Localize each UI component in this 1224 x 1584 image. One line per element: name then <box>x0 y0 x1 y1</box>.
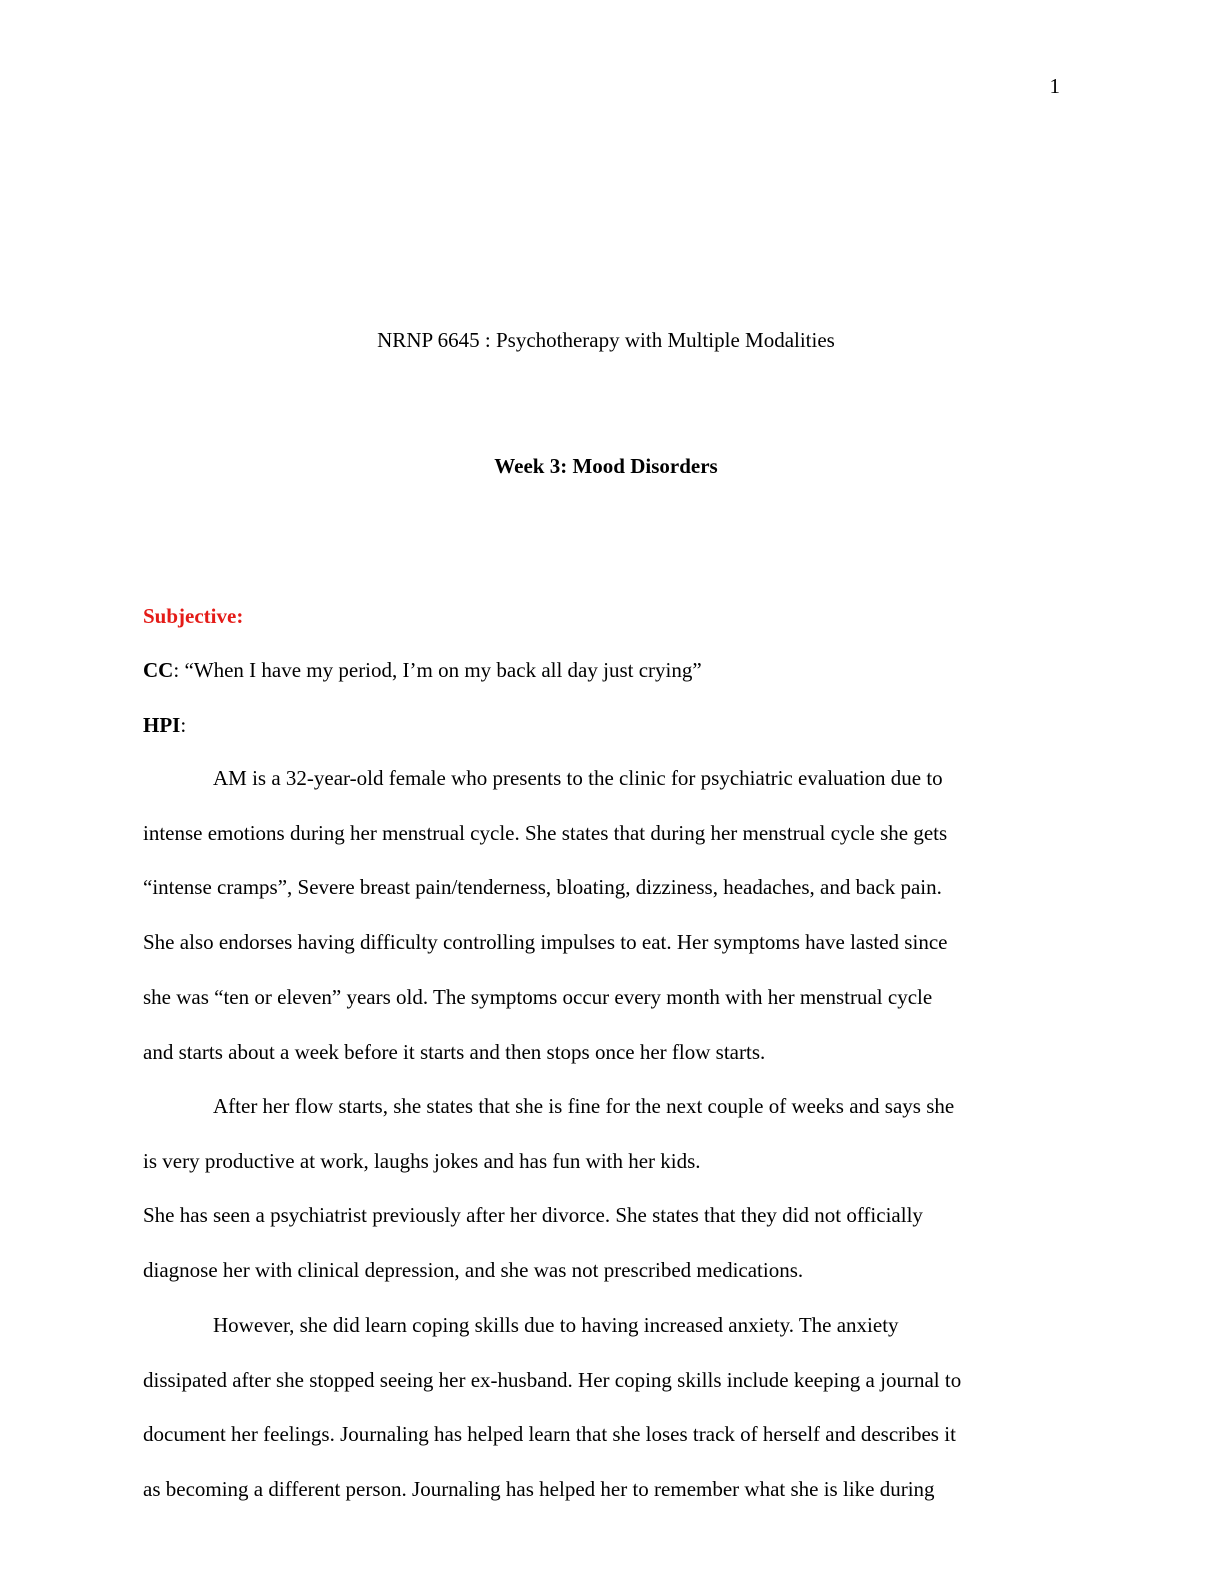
paragraph-line: dissipated after she stopped seeing her ex-husband. Her coping skills include keeping a journal to <box>143 1367 962 1392</box>
hpi-paragraph-1 <box>143 751 1078 1079</box>
hpi-paragraph-2 <box>143 1079 1078 1188</box>
hpi-paragraph-4 <box>143 1298 1078 1517</box>
cc-label: CC <box>143 658 174 682</box>
paragraph-line: She also endorses having difficulty controlling impulses to eat. Her symptoms have lasted since <box>143 930 948 955</box>
paragraph-line: diagnose her with clinical depression, and she was not prescribed medications. <box>143 1257 804 1282</box>
paragraph-line: AM is a 32-year-old female who presents to the clinic for psychiatric evaluation due to <box>213 766 943 790</box>
paragraph-line: she was “ten or eleven” years old. The symptoms occur every month with her menstrual cycle <box>143 984 933 1009</box>
paragraph-line: “intense cramps”, Severe breast pain/tenderness, bloating, dizziness, headaches, and back pain. <box>143 875 942 900</box>
cc-text: “When I have my period, I’m on my back all day just crying” <box>179 658 702 682</box>
hpi-separator: : <box>180 713 187 737</box>
subjective-heading: Subjective: <box>143 604 244 628</box>
paragraph-line: as becoming a different person. Journaling has helped her to remember what she is like during <box>143 1477 935 1502</box>
paragraph-line: However, she did learn coping skills due to having increased anxiety. The anxiety <box>213 1313 899 1337</box>
paragraph-line: is very productive at work, laughs jokes and has fun with her kids. <box>143 1148 701 1173</box>
page-number: 1 <box>1049 74 1060 98</box>
week-title: Week 3: Mood Disorders <box>494 454 718 478</box>
course-title: NRNP 6645 : Psychotherapy with Multiple Modalities <box>377 328 835 352</box>
paragraph-line: She has seen a psychiatrist previously after her divorce. She states that they did not officially <box>143 1203 923 1227</box>
paragraph-line: After her flow starts, she states that she is fine for the next couple of weeks and says she <box>213 1094 955 1118</box>
paragraph-line: document her feelings. Journaling has helped learn that she loses track of herself and describes it <box>143 1422 956 1447</box>
hpi-label: HPI <box>143 713 181 737</box>
paragraph-line: intense emotions during her menstrual cycle. She states that during her menstrual cycle she gets <box>143 820 948 845</box>
paragraph-line: and starts about a week before it starts and then stops once her flow starts. <box>143 1039 766 1064</box>
hpi-paragraph-3 <box>143 1188 1078 1297</box>
hpi-heading <box>143 711 186 739</box>
chief-complaint <box>143 656 702 684</box>
cc-separator: : <box>173 658 180 682</box>
